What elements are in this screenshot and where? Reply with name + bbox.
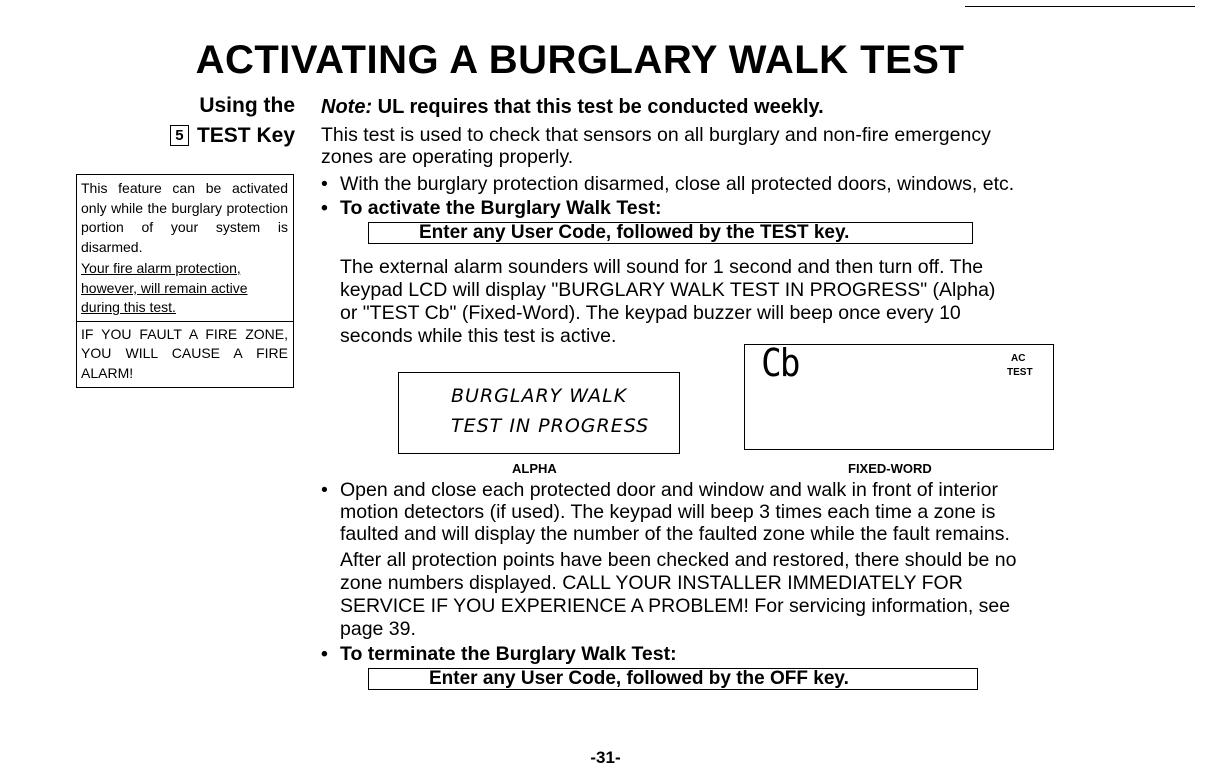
- activate-action-box: [368, 222, 973, 244]
- sounders-line-2: keypad LCD will display "BURGLARY WALK TEST IN PROGRESS" (Alpha): [340, 279, 996, 301]
- disarm-bullet-text: With the burglary protection disarmed, close all protected doors, windows, etc.: [340, 173, 1015, 195]
- alpha-caption: ALPHA: [512, 461, 557, 476]
- after-line-1: After all protection points have been checked and restored, there should be no: [340, 549, 1017, 571]
- open-close-line-1: Open and close each protected door and window and walk in front of interior: [340, 479, 998, 501]
- sidebar-fire-protection-note: Your fire alarm protection, however, will remain active during this test.: [81, 260, 248, 315]
- side-heading-key-label: TEST Key: [196, 124, 295, 147]
- bullet-icon: •: [321, 643, 328, 665]
- bullet-icon: •: [321, 479, 328, 501]
- fixed-word-caption: FIXED-WORD: [848, 461, 932, 476]
- open-close-line-3: faulted and will display the number of the faulted zone while the fault remains.: [340, 523, 1010, 545]
- note-text: UL requires that this test be conducted weekly.: [372, 96, 824, 118]
- intro-line-2: zones are operating properly.: [321, 146, 574, 168]
- terminate-heading-text: To terminate the Burglary Walk Test:: [340, 643, 677, 665]
- after-line-4: page 39.: [340, 618, 416, 640]
- activate-action-text: Enter any User Code, followed by the TEST key.: [419, 222, 850, 243]
- side-heading-line2: [150, 124, 295, 148]
- alpha-lcd-line-2: TEST IN PROGRESS: [451, 415, 650, 437]
- ul-note: [321, 96, 824, 119]
- terminate-heading: [321, 643, 677, 666]
- sounders-line-3: or "TEST Cb" (Fixed-Word). The keypad buzzer will beep once every 10: [340, 302, 961, 324]
- alpha-lcd-display: [398, 372, 680, 454]
- page-title: ACTIVATING A BURGLARY WALK TEST: [195, 38, 965, 82]
- disarm-bullet: [321, 173, 1014, 196]
- page-number: -31-: [590, 748, 621, 767]
- sidebar-fire-warning: IF YOU FAULT A FIRE ZONE, YOU WILL CAUSE A FIRE ALARM!: [81, 325, 288, 381]
- terminate-action-box: [368, 668, 978, 690]
- sidebar-divider: [77, 321, 293, 322]
- test-key-icon: 5: [170, 125, 189, 146]
- note-label: Note:: [321, 96, 373, 118]
- bullet-icon: •: [321, 197, 328, 219]
- activate-heading-text: To activate the Burglary Walk Test:: [340, 197, 662, 219]
- sidebar-disarmed-note: This feature can be activated only while the burglary protection portion of your system is disarmed.: [81, 180, 288, 255]
- test-indicator: TEST: [1007, 367, 1033, 378]
- top-rule: [965, 6, 1195, 7]
- fixed-word-lcd-display: [744, 341, 1054, 450]
- intro-line-1: This test is used to check that sensors on all burglary and non-fire emergency: [321, 124, 991, 146]
- fixed-word-code: Cb: [761, 341, 799, 385]
- sounders-line-1: The external alarm sounders will sound for 1 second and then turn off. The: [340, 256, 984, 278]
- bullet-icon: •: [321, 173, 328, 195]
- ac-indicator: AC: [1011, 353, 1026, 364]
- alpha-lcd-line-1: BURGLARY WALK: [451, 385, 628, 407]
- side-heading-line1: Using the: [199, 94, 295, 117]
- after-line-2: zone numbers displayed. CALL YOUR INSTALLER IMMEDIATELY FOR: [340, 572, 963, 594]
- open-close-bullet: [321, 479, 998, 502]
- sidebar-notice-box: [76, 174, 294, 388]
- after-line-3: SERVICE IF YOU EXPERIENCE A PROBLEM! For servicing information, see: [340, 595, 1011, 617]
- open-close-line-2: motion detectors (if used). The keypad will beep 3 times each time a zone is: [340, 501, 996, 523]
- activate-heading: [321, 197, 661, 220]
- sounders-line-4: seconds while this test is active.: [340, 325, 617, 347]
- terminate-action-text: Enter any User Code, followed by the OFF key.: [429, 668, 849, 689]
